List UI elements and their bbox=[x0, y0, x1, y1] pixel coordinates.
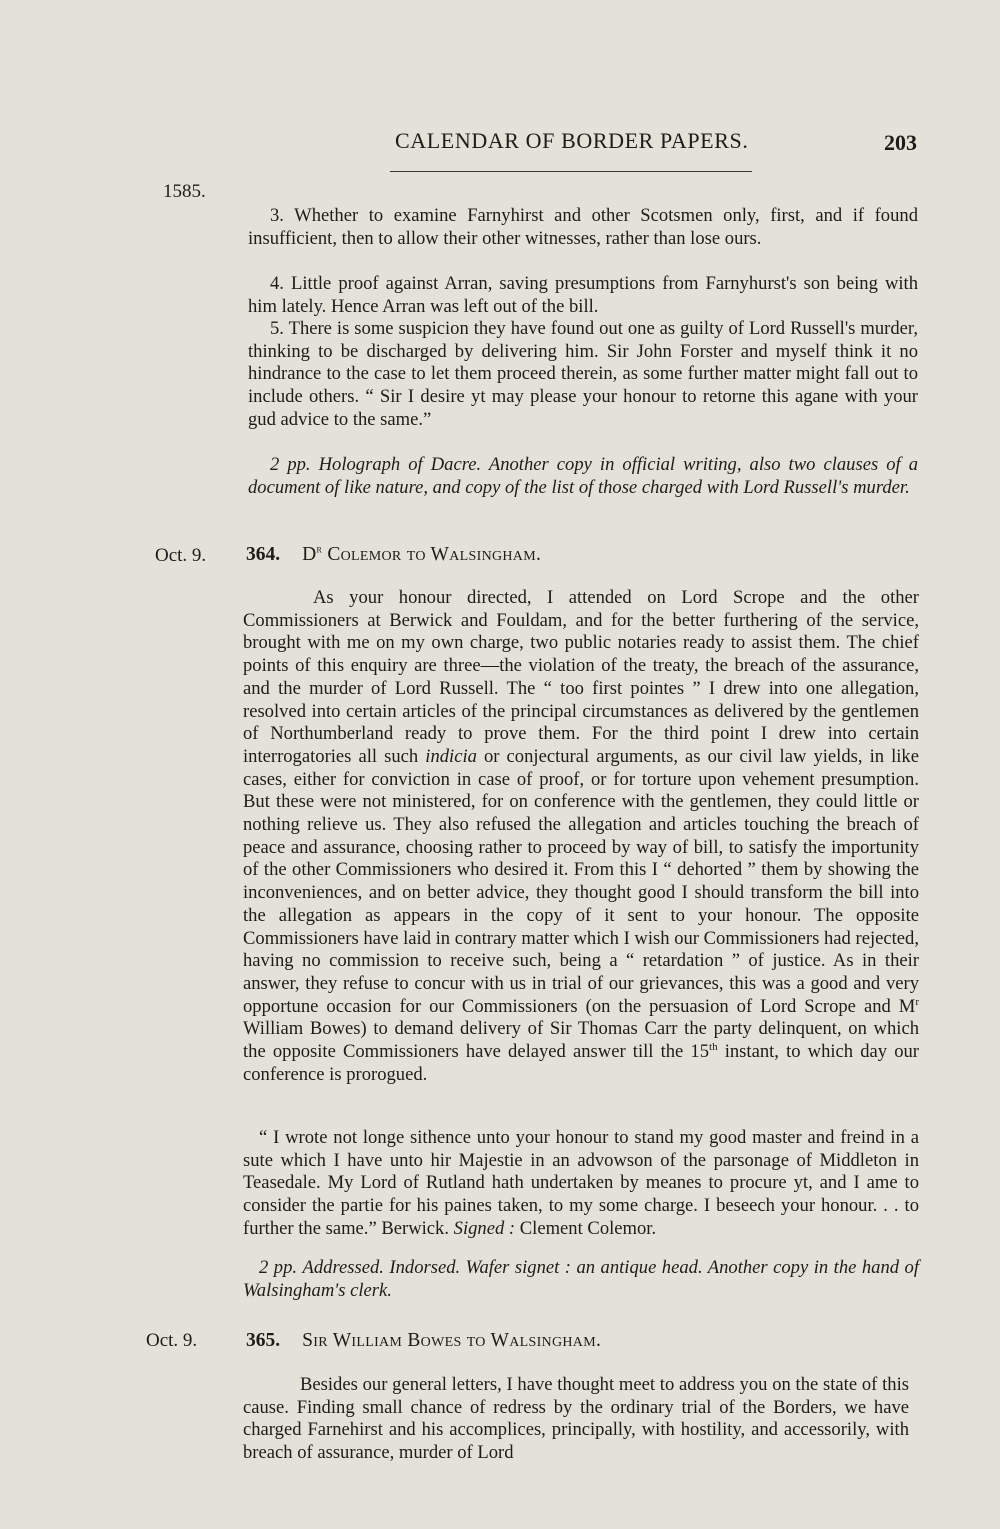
note-pages: 2 pp. bbox=[270, 454, 311, 475]
letter-quotation: “ I wrote not longe sithence unto your honour to stand my good master and freind in a sute which I have unto hir Majestie in an advowson of the parsonage of Middleton in Teasedale. My Lord of Rutland hath undertaken by meanes to procure yt, and I ame to consider the partie for his paines taken, to my some charge. I beseech your honour. . . to further the same.” Berwick. Signed : Clement Colemor. bbox=[243, 1127, 919, 1239]
entry-number: 364. bbox=[246, 544, 281, 565]
signatory: Clement Colemor. bbox=[519, 1217, 657, 1239]
letter-body: Besides our general letters, I have thought meet to address you on the state of this cause. Finding small chance of redress by the ordinary trial of the Borders, we have charged Farnehirst and his accomplices, principally, with hostility, and accessorily, with breach of assurance, murder of Lord bbox=[243, 1374, 909, 1464]
entry-date: Oct. 9. bbox=[155, 545, 207, 566]
entry-title: $D^r$ Colemor to Walsingham. bbox=[302, 543, 542, 565]
page-number: 203 bbox=[884, 130, 917, 155]
editorial-note bbox=[248, 454, 918, 499]
entry-heading bbox=[246, 544, 541, 566]
header-rule bbox=[390, 171, 752, 172]
editorial-note bbox=[243, 1257, 919, 1302]
letter-body: As your honour directed, I attended on Lord Scrope and the other Commissioners at Berwick and Fouldam, and for the better furthering of the service, brought with me on my own charge, two public notaries ready to assist them. The chief points of this enquiry are three—the violation of the treaty, the breach of the assurance, and the murder of Lord Russell. The “ too first pointes ” I drew into one allegation, resolved into certain articles of the principal circumstances as delivered by the gentlemen of Northumberland ready to prove them. For the third point I drew into certain interrogatories all such indicia or conjectural arguments, as our civil law yields, in like cases, either for conviction in case of proof, or for torture upon vehement presumption. But these were not ministered, for on conference with the gentlemen, they could little or nothing relieve us. They also refused the allegation and articles touching the breach of peace and assurance, choosing rather to proceed by way of bill, to satisfy the importunity of the other Commissioners who desired it. From this I “ dehorted ” them by showing the inconveniences, and on better advice, they thought good I should transform the bill into the allegation as appears in the copy of it sent to your honour. The opposite Commissioners have laid in contrary matter which I wish our Commissioners had rejected, having no commission to receive such, being a “ retardation ” of justice. As in their answer, they refuse to concur with us in trial of our grievances, this was a good and very opportune occasion for our Commissioners (on the persuasion of Lord Scrope and $M^r$ William Bowes) to demand delivery of Sir Thomas Carr the party delinquent, on which the opposite Commissioners have delayed answer till the 15th instant, to which day our conference is prorogued. bbox=[243, 587, 919, 1085]
note-pages: 2 pp. bbox=[259, 1257, 298, 1278]
note-text: Addressed. Indorsed. Wafer signet : an antique head. Another copy in the hand of Walsingham's clerk. bbox=[243, 1257, 919, 1301]
paragraph-item-3: 3. Whether to examine Farnyhirst and other Scotsmen only, first, and if found insufficient, then to allow their other witnesses, rather than lose ours. bbox=[248, 205, 918, 249]
entry-number: 365. bbox=[246, 1330, 281, 1351]
entry-heading bbox=[246, 1330, 601, 1352]
running-title: CALENDAR OF BORDER PAPERS. bbox=[395, 128, 749, 153]
paragraph-item-4: 4. Little proof against Arran, saving presumptions from Farnyhurst's son being with him lately. Hence Arran was left out of the bill. bbox=[248, 273, 918, 317]
year-margin: 1585. bbox=[163, 181, 206, 202]
paragraph-item-5: 5. There is some suspicion they have found out one as guilty of Lord Russell's murder, thinking to be discharged by delivering him. Sir John Forster and myself think it no hindrance to the case to let them proceed therein, as some further matter might fall out to include others. “ Sir I desire yt may please your honour to retorne this agane with your gud advice to the same.” bbox=[248, 318, 918, 430]
entry-date: Oct. 9. bbox=[146, 1330, 198, 1351]
note-text: Holograph of Dacre. Another copy in official writing, also two clauses of a document of like nature, and copy of the list of those charged with Lord Russell's murder. bbox=[248, 454, 918, 498]
signed-label: Signed : bbox=[453, 1217, 516, 1239]
entry-title: Sir William Bowes to Walsingham. bbox=[302, 1330, 602, 1351]
